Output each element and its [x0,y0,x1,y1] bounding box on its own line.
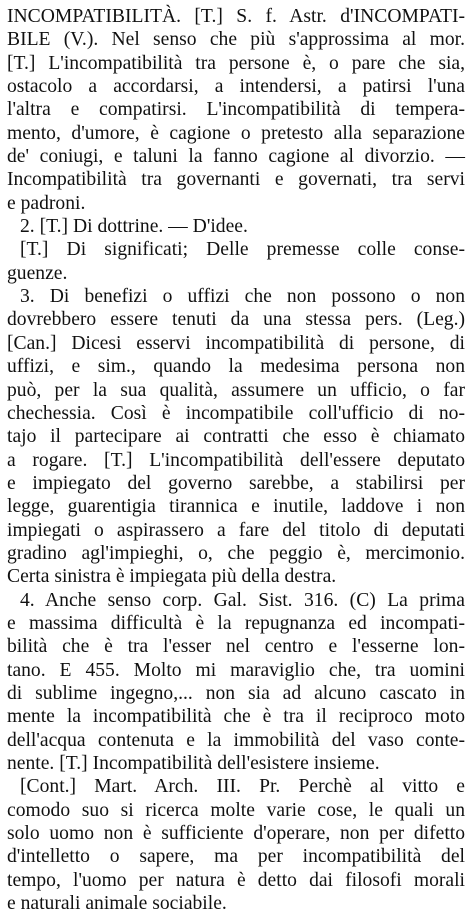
text-line: chechessia. Così è incompatibile coll'ufficio di no- [7,402,465,424]
text-line: [T.] Di significati; Delle premesse colle conse- [20,239,465,261]
text-line: Incompatibilità tra governanti e governati, tra servi [7,169,465,191]
text-line: e impiegato del governo sarebbe, a stabilirsi per [7,472,465,494]
text-line: mento, d'umore, è cagione o pretesto alla separazione [7,122,465,144]
text-line: impiegati o aspirassero a fare del titolo di deputati [7,519,465,541]
text-line: e padroni. [7,192,86,214]
text-line: mente la incompatibilità che è tra il reciproco moto [7,706,465,728]
text-line: può, per la sua qualità, assumere un ufficio, o far [7,379,465,401]
text-line: dell'acqua contenuta e la immobilità del vaso conte- [7,729,465,751]
text-line: bilità che è tra l'esser nel centro e l'esserne lon- [7,636,465,658]
text-line: tajo il partecipare ai contratti che esso è chiamato [7,426,465,448]
text-line: tempo, l'uomo per natura è detto dai filosofi morali [7,869,465,891]
text-line: ostacolo a accordarsi, a intendersi, a patirsi l'una [7,76,465,98]
text-line: Certa sinistra è impiegata più della destra. [7,566,337,588]
text-line: dovrebbero essere tenuti da una stessa pers. (Leg.) [7,309,465,331]
text-line: a rogare. [T.] L'incompatibilità dell'essere deputato [7,449,465,471]
text-line: INCOMPATIBILITÀ. [T.] S. f. Astr. d'INCOMPATI- [7,6,465,27]
text-line: solo uomo non è sufficiente d'operare, non per difetto [7,823,465,845]
section-4-heading: 4. Anche senso corp. Gal. Sist. 316. (C) La prima [20,589,465,611]
text-line: e massima difficultà è la repugnanza ed incompati- [7,612,465,634]
text-line: [Can.] Dicesi esservi incompatibilità di persone, di [7,332,465,354]
text-line: d'intelletto o sapere, ma per incompatibilità del [7,846,465,868]
text-line: nente. [T.] Incompatibilità dell'esistere insieme. [7,753,380,774]
dictionary-entry [7,5,465,915]
text-line: gradino agl'impieghi, o, che peggio è, mercimonio. [7,542,465,564]
text-line: [Cont.] Mart. Arch. III. Pr. Perchè al vitto e [20,776,465,798]
text-line: uffizi, e sim., quando la medesima persona non [7,356,465,378]
text-line: comodo suo si ricerca molte varie cose, le quali un [7,799,465,821]
text-line: e naturali animale sociabile. [7,893,227,915]
text-line: l'altra e compatirsi. L'incompatibilità di tempera- [7,99,465,121]
text-line: guenze. [7,262,68,284]
text-line: BILE (V.). Nel senso che più s'approssima al mor. [7,29,465,51]
text-line: legge, guarentigia tirannica e inutile, laddove i non [7,496,465,518]
text-line: di sublime ingegno,... non sia ad alcuno cascato in [7,682,465,704]
section-3-heading: 3. Di benefizi o uffizi che non possono o non [20,286,465,308]
text-line: tano. E 455. Molto mi maraviglio che, tra uomini [7,659,465,681]
text-line: de' coniugi, e taluni la fanno cagione al divorzio. — [7,146,465,168]
section-2-heading: 2. [T.] Di dottrine. — D'idee. [20,216,248,238]
text-line: [T.] L'incompatibilità tra persone è, o pare che sia, [7,52,465,74]
